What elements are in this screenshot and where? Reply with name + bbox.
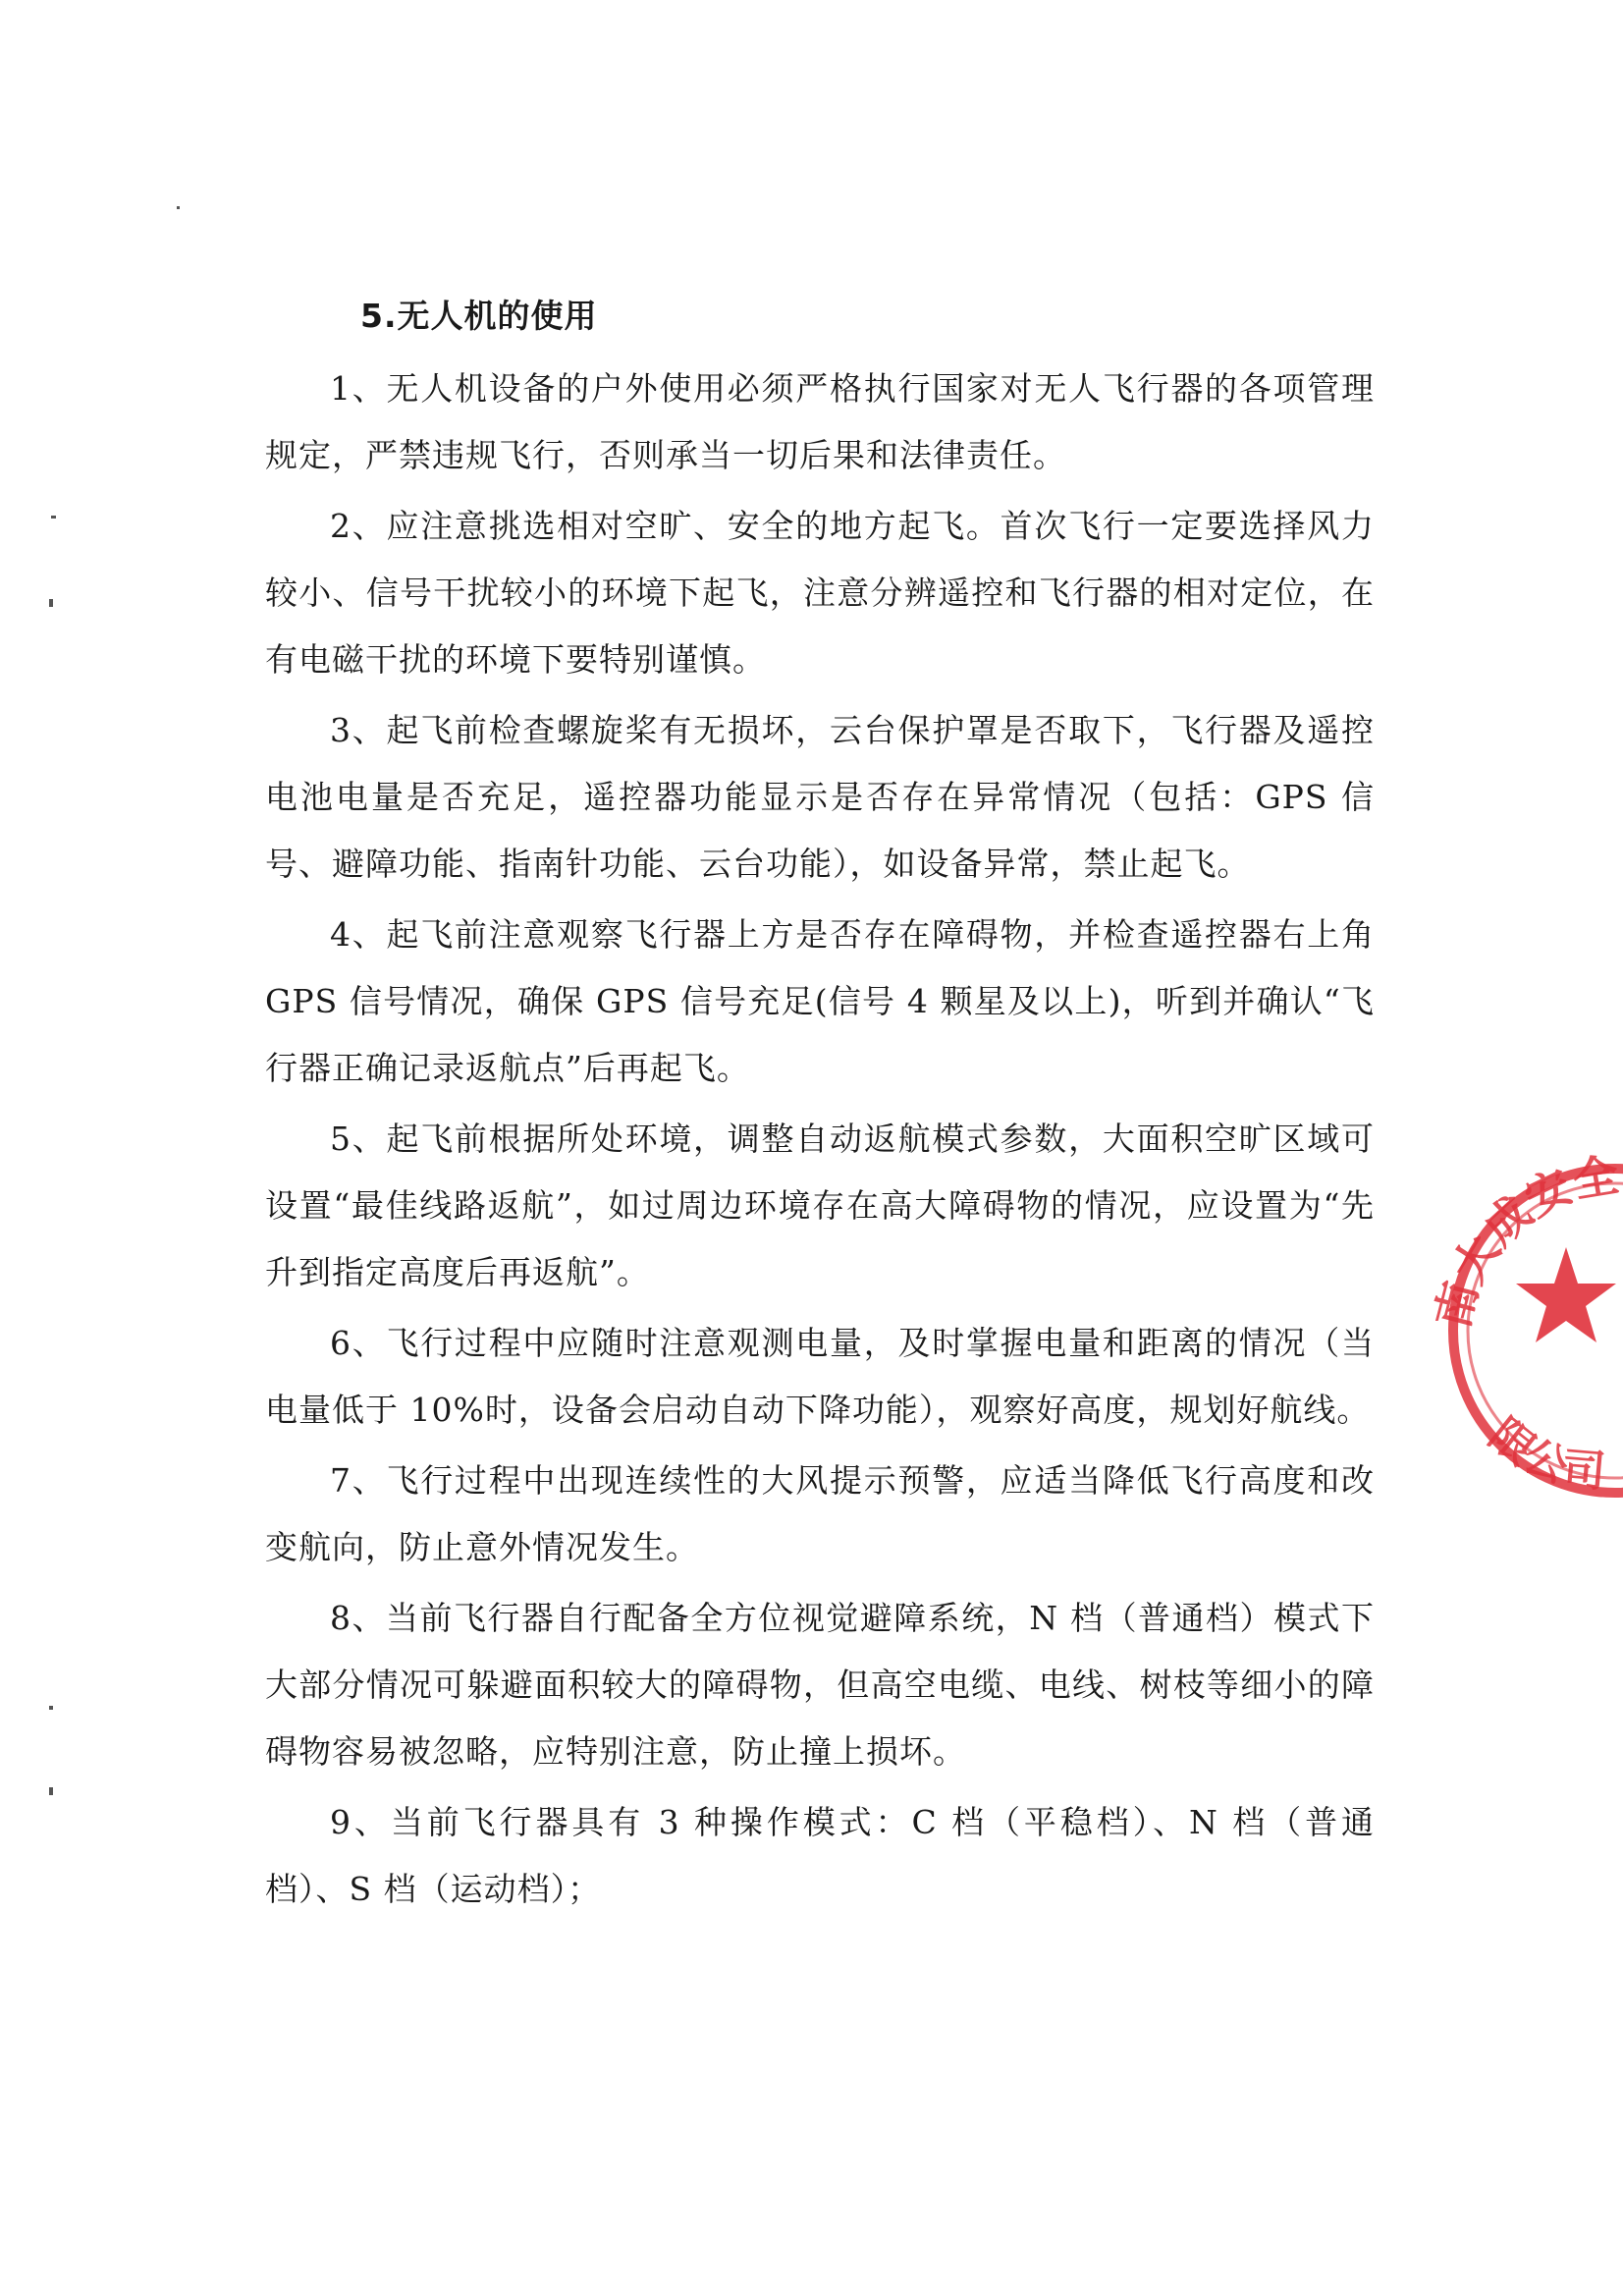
seal-star-icon — [1516, 1247, 1616, 1342]
section-title: 5.无人机的使用 — [360, 297, 598, 335]
paragraph-4: 4、起飞前注意观察飞行器上方是否存在障碍物，并检查遥控器右上角 GPS 信号情况，确保 GPS 信号充足(信号 4 颗星及以上)，听到并确认“飞行器正确记录返航点”后再起飞。 — [265, 915, 1375, 1087]
scan-mark — [49, 1787, 53, 1795]
scan-mark — [177, 206, 180, 209]
paragraph-3: 3、起飞前检查螺旋桨有无损坏，云台保护罩是否取下，飞行器及遥控电池电量是否充足，遥控器功能显示是否存在异常情况（包括：GPS 信号、避障功能、指南针功能、云台功能），如设备异常，禁止起飞。 — [265, 711, 1375, 883]
scan-mark — [51, 516, 56, 519]
paragraph-8: 8、当前飞行器自行配备全方位视觉避障系统，N 档（普通档）模式下大部分情况可躲避面积较大的障碍物，但高空电缆、电线、树枝等细小的障碍物容易被忽略，应特别注意，防止撞上损坏。 — [265, 1599, 1375, 1771]
paragraph-9: 9、当前飞行器具有 3 种操作模式：C 档（平稳档）、N 档（普通档）、S 档（运动档）； — [265, 1803, 1375, 1908]
scan-mark — [49, 1706, 53, 1710]
company-seal — [1425, 1144, 1623, 1517]
paragraph-7: 7、飞行过程中出现连续性的大风提示预警，应适当降低飞行高度和改变航向，防止意外情况发生。 — [265, 1461, 1375, 1566]
paragraph-2: 2、应注意挑选相对空旷、安全的地方起飞。首次飞行一定要选择风力较小、信号干扰较小的环境下起飞，注意分辨遥控和飞行器的相对定位，在有电磁干扰的环境下要特别谨慎。 — [265, 507, 1375, 679]
body-text — [265, 355, 1375, 1927]
paragraph-6: 6、飞行过程中应随时注意观测电量，及时掌握电量和距离的情况（当电量低于 10%时，设备会启动自动下降功能），观察好高度，规划好航线。 — [265, 1324, 1375, 1429]
scan-mark — [49, 599, 53, 607]
seal-text-top: 南大成安全 — [1425, 1147, 1623, 1334]
paragraph-5: 5、起飞前根据所处环境，调整自动返航模式参数，大面积空旷区域可设置“最佳线路返航”，如过周边环境存在高大障碍物的情况，应设置为“先升到指定高度后再返航”。 — [265, 1120, 1375, 1291]
seal-text-bottom: 限公司 — [1480, 1408, 1608, 1498]
paragraph-1: 1、无人机设备的户外使用必须严格执行国家对无人飞行器的各项管理规定，严禁违规飞行，否则承当一切后果和法律责任。 — [265, 369, 1375, 474]
